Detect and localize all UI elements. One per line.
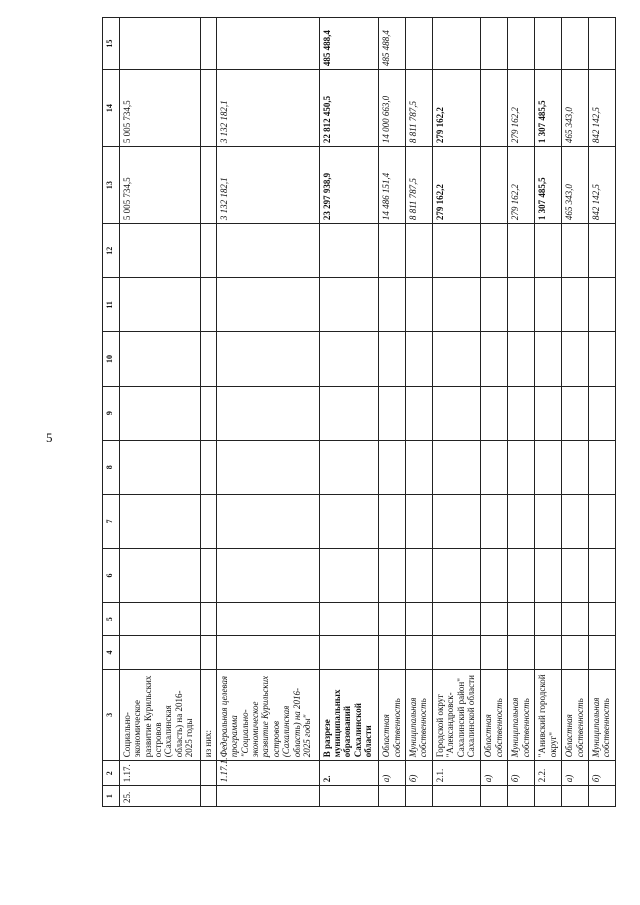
table-row [120,18,201,807]
row-title: Городской округ "Александровск-Сахалинский район" Сахалинской области [432,669,481,761]
budget-table [102,17,616,807]
table-row [201,18,217,807]
cell-c14: 279 162,2 [432,70,481,147]
row-code: б) [508,761,535,786]
row-title: Областная собственность [379,669,406,761]
row-code: а) [379,761,406,786]
row-title: Муниципальная собственность [508,669,535,761]
table-row [535,18,562,807]
table-row [508,18,535,807]
cell-c14: 22 812 450,5 [319,70,378,147]
cell-c15 [120,18,201,70]
cell-c13: 14 486 151,4 [379,147,406,224]
cell-c14: 5 005 734,5 [120,70,201,147]
cell-c14: 14 000 663,0 [379,70,406,147]
table-row [406,18,433,807]
page-number: 5 [46,430,53,445]
col-header: 11 [103,278,120,332]
row-title: Областная собственность [481,669,508,761]
cell-c13: 279 162,2 [508,147,535,224]
column-number-row [103,18,120,807]
table-row [481,18,508,807]
row-title: "Анивский городской округ" [535,669,562,761]
row-title: Федеральная целевая программа "Социально-экономическое развитие Курильских островов (Сахалинская область) на 2016-2025 годы" [217,669,320,761]
cell-c15: 485 488,4 [379,18,406,70]
table-row [562,18,589,807]
row-title: Муниципальная собственность [589,669,616,761]
cell-c13: 5 005 734,5 [120,147,201,224]
cell-c13: 279 162,2 [432,147,481,224]
row-code: 1.17.1. [217,761,320,786]
row-index: 25. [120,786,201,807]
col-header: 2 [103,761,120,786]
cell-c14: 279 162,2 [508,70,535,147]
table-row [432,18,481,807]
col-header: 7 [103,494,120,548]
col-header: 8 [103,440,120,494]
col-header: 4 [103,636,120,669]
row-code: 2.1. [432,761,481,786]
col-header: 15 [103,18,120,70]
table-row [589,18,616,807]
cell-c13: 8 811 787,5 [406,147,433,224]
row-title: из них: [201,669,217,761]
col-header: 9 [103,386,120,440]
cell-c13: 1 307 485,5 [535,147,562,224]
cell-c13: 23 297 938,9 [319,147,378,224]
row-code: 1.17. [120,761,201,786]
row-code: а) [562,761,589,786]
col-header: 6 [103,548,120,602]
col-header: 14 [103,70,120,147]
cell-c13: 842 142,5 [589,147,616,224]
rotated-table-wrapper [102,17,616,807]
col-header: 1 [103,786,120,807]
cell-c13: 465 343,0 [562,147,589,224]
cell-c13: 3 132 182,1 [217,147,320,224]
col-header: 13 [103,147,120,224]
table-row [217,18,320,807]
col-header: 12 [103,224,120,278]
cell-c14: 8 811 787,5 [406,70,433,147]
col-header: 5 [103,603,120,636]
cell-c14: 842 142,5 [589,70,616,147]
cell-c14: 1 307 485,5 [535,70,562,147]
cell-c15: 485 488,4 [319,18,378,70]
row-code: б) [406,761,433,786]
table-row [319,18,378,807]
row-code: б) [589,761,616,786]
row-code: 2. [319,761,378,786]
row-title: Социально-экономическое развитие Курильских островов (Сахалинская область) на 2016-2025 годы [120,669,201,761]
row-code: 2.2. [535,761,562,786]
cell-c14: 3 132 182,1 [217,70,320,147]
row-code: а) [481,761,508,786]
table-row [379,18,406,807]
col-header: 3 [103,669,120,761]
row-title: Областная собственность [562,669,589,761]
cell-c14: 465 343,0 [562,70,589,147]
row-title: Муниципальная собственность [406,669,433,761]
col-header: 10 [103,332,120,386]
row-title: В разрезе муниципальных образований Сахалинской области [319,669,378,761]
